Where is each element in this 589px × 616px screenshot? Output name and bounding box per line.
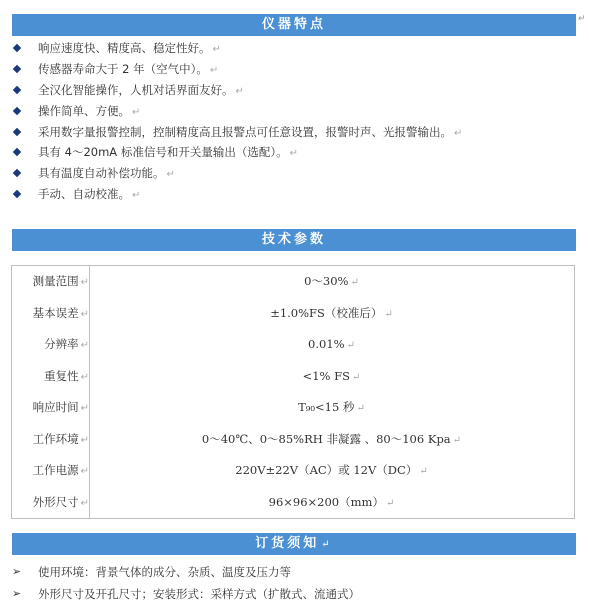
spec-value: <1% FS bbox=[302, 368, 350, 383]
paragraph-mark: ↵ bbox=[80, 497, 89, 509]
table-row bbox=[12, 266, 574, 298]
diamond-bullet-icon bbox=[13, 127, 21, 135]
list-item bbox=[12, 583, 572, 605]
paragraph-mark: ↵ bbox=[80, 466, 89, 477]
section-header-order bbox=[12, 533, 576, 555]
spec-table bbox=[11, 265, 575, 519]
list-item bbox=[12, 163, 572, 184]
spec-label: 工作环境 bbox=[32, 431, 79, 446]
paragraph-mark: ↵ bbox=[212, 44, 221, 55]
spec-label: 基本误差 bbox=[32, 305, 79, 320]
feature-list bbox=[12, 38, 572, 205]
paragraph-mark: ↵ bbox=[209, 64, 219, 76]
paragraph-mark: ↵ bbox=[346, 340, 355, 351]
spec-label: 分辨率 bbox=[44, 337, 79, 351]
section-header-specs bbox=[12, 229, 576, 251]
table-row bbox=[12, 455, 574, 487]
paragraph-mark: ↵ bbox=[452, 434, 462, 446]
section-header-features bbox=[12, 14, 576, 36]
list-item bbox=[12, 122, 572, 143]
list-item bbox=[12, 38, 572, 59]
feature-text: 具有温度自动补偿功能。 bbox=[38, 166, 165, 181]
spec-value: 0～30% bbox=[304, 274, 349, 288]
paragraph-mark: ↵ bbox=[356, 403, 365, 414]
list-item bbox=[12, 561, 572, 583]
paragraph-mark: ↵ bbox=[384, 308, 393, 320]
diamond-bullet-icon bbox=[13, 190, 21, 198]
paragraph-mark: ↵ bbox=[352, 371, 361, 383]
arrow-bullet-icon: ➢ bbox=[12, 565, 22, 578]
feature-text: 操作简单、方便。 bbox=[38, 103, 130, 118]
paragraph-mark: ↵ bbox=[80, 434, 89, 446]
list-item bbox=[12, 184, 572, 205]
paragraph-mark: ↵ bbox=[454, 127, 463, 139]
feature-text: 具有 4～20mA 标准信号和开关量输出（选配）。 bbox=[38, 145, 288, 160]
list-item bbox=[12, 101, 572, 122]
paragraph-mark: ↵ bbox=[289, 148, 298, 160]
paragraph-mark: ↵ bbox=[80, 340, 89, 351]
order-note-text: 外形尺寸及开孔尺寸；安装形式：采样方式（扩散式、流通式） bbox=[38, 587, 360, 601]
spec-value: ±1.0%FS（校准后） bbox=[270, 305, 383, 320]
paragraph-mark: ↵ bbox=[80, 308, 89, 320]
feature-text: 响应速度快、精度高、稳定性好。 bbox=[38, 41, 211, 55]
order-notes-list bbox=[12, 561, 572, 605]
diamond-bullet-icon bbox=[13, 169, 21, 177]
paragraph-mark: ↵ bbox=[419, 466, 428, 477]
spec-value: 220V±22V（AC）或 12V（DC） bbox=[235, 463, 418, 477]
arrow-bullet-icon: ➢ bbox=[12, 587, 22, 600]
feature-text: 采用数字量报警控制，控制精度高且报警点可任意设置，报警时声、光报警输出。 bbox=[38, 124, 452, 139]
paragraph-mark: ↵ bbox=[350, 277, 359, 288]
paragraph-mark: ↵ bbox=[385, 497, 395, 509]
feature-text: 手动、自动校准。 bbox=[38, 187, 130, 202]
paragraph-mark: ↵ bbox=[166, 169, 175, 181]
spec-value: T₉₀<15 秒 bbox=[298, 400, 355, 414]
list-item bbox=[12, 80, 572, 101]
feature-text: 全汉化智能操作，人机对话界面友好。 bbox=[38, 82, 234, 97]
spec-label: 响应时间 bbox=[32, 400, 79, 414]
list-item bbox=[12, 142, 572, 163]
paragraph-mark: ↵ bbox=[80, 371, 89, 383]
spec-label: 重复性 bbox=[44, 368, 79, 383]
table-row bbox=[12, 298, 574, 330]
spec-label: 测量范围 bbox=[32, 274, 79, 288]
spec-label: 工作电源 bbox=[32, 463, 79, 477]
table-row bbox=[12, 487, 574, 519]
spec-value: 0～40℃、0～85%RH 非凝露 、80～106 Kpa bbox=[201, 431, 451, 446]
table-row bbox=[12, 424, 574, 456]
spec-label: 外形尺寸 bbox=[32, 494, 79, 509]
diamond-bullet-icon bbox=[13, 86, 21, 94]
paragraph-mark: ↵ bbox=[132, 190, 141, 202]
diamond-bullet-icon bbox=[13, 148, 21, 156]
paragraph-mark: ↵ bbox=[80, 403, 89, 414]
table-row bbox=[12, 329, 574, 361]
diamond-bullet-icon bbox=[13, 44, 21, 52]
diamond-bullet-icon bbox=[13, 65, 21, 73]
section-title-order: 订货须知 bbox=[255, 536, 320, 551]
feature-text: 传感器寿命大于 2 年（空气中）。 bbox=[38, 61, 208, 76]
list-item bbox=[12, 59, 572, 80]
table-row bbox=[12, 392, 574, 424]
paragraph-mark: ↵ bbox=[321, 539, 333, 550]
paragraph-mark: ↵ bbox=[80, 277, 89, 288]
order-note-text: 使用环境：背景气体的成分、杂质、温度及压力等 bbox=[38, 565, 291, 579]
paragraph-mark: ↵ bbox=[578, 14, 586, 24]
paragraph-mark: ↵ bbox=[132, 106, 141, 118]
spec-value: 96×96×200（mm） bbox=[268, 494, 384, 509]
section-title-specs: 技术参数 bbox=[261, 232, 326, 247]
diamond-bullet-icon bbox=[13, 106, 21, 114]
table-row bbox=[12, 361, 574, 393]
paragraph-mark: ↵ bbox=[235, 85, 244, 97]
spec-value: 0.01% bbox=[308, 337, 345, 351]
section-title-features: 仪器特点 bbox=[261, 17, 326, 32]
